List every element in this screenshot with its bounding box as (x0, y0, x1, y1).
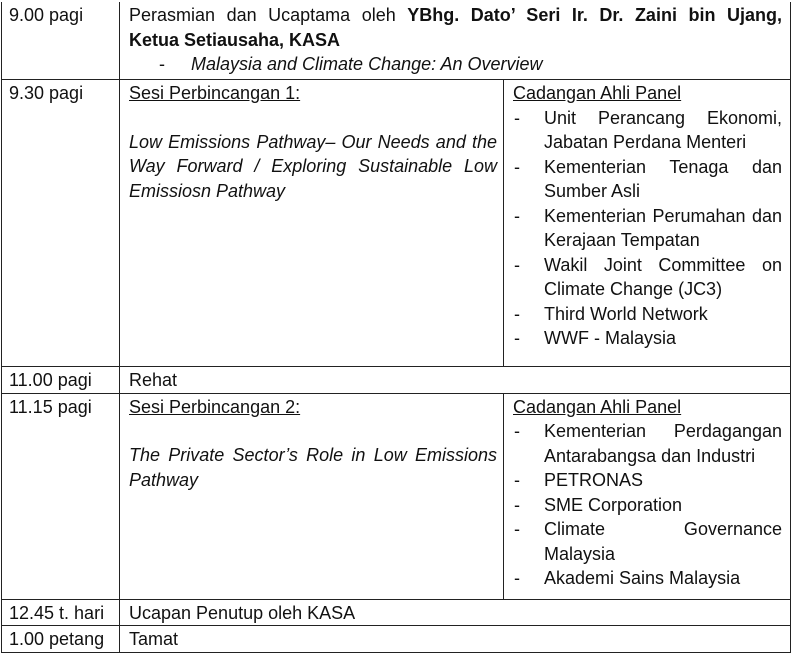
session-2-title: Sesi Perbincangan 2: (129, 396, 301, 417)
panel-item-text: Akademi Sains Malaysia (544, 568, 741, 588)
panel-item-text: Climate Governance Malaysia (544, 519, 782, 564)
time-cell: 9.00 pagi (2, 2, 120, 80)
bullet-dash: - (514, 470, 520, 490)
panel-item-text: Unit Perancang Ekonomi, Jabatan Perdana Menteri (544, 107, 782, 152)
bullet-dash: - (514, 494, 520, 515)
break-cell: Rehat (120, 367, 791, 394)
panel-item (513, 302, 782, 327)
agenda-row-closing (2, 599, 791, 626)
panel-item (513, 566, 782, 591)
session-2-panel-cell (504, 393, 791, 599)
time-cell: 9.30 pagi (2, 80, 120, 367)
panel-item-text: WWF - Malaysia (544, 328, 676, 348)
panel-item-text: Kementerian Perumahan dan Kerajaan Tempatan (544, 205, 782, 250)
session-1-panel-cell (504, 80, 791, 367)
time-cell: 1.00 petang (2, 626, 120, 653)
bullet-dash: - (514, 568, 520, 588)
panel-item-text: Kementerian Perdagangan Antarabangsa dan Industri (544, 421, 782, 466)
bullet-dash: - (514, 421, 520, 441)
agenda-row-session-2 (2, 393, 791, 599)
agenda-row-session-1 (2, 80, 791, 367)
bullet-dash: - (514, 303, 520, 324)
session-1-title: Sesi Perbincangan 1: (129, 83, 301, 103)
session-2-cell (120, 393, 504, 599)
session-1-panel-list (513, 106, 782, 351)
agenda-row-opening (2, 2, 791, 80)
page-crop-edge (0, 0, 792, 2)
panel-item-text: SME Corporation (544, 494, 683, 515)
bullet-dash: - (514, 519, 520, 539)
panel-item (513, 326, 782, 351)
bullet-dash: - (159, 54, 165, 74)
bullet-dash: - (514, 156, 520, 177)
panel-item (513, 155, 782, 204)
session-2-topic: The Private Sector’s Role in Low Emissions Pathway (129, 445, 497, 490)
agenda-row-end (2, 626, 791, 653)
bullet-dash: - (514, 205, 520, 226)
opening-line-1 (129, 3, 782, 28)
opening-content-cell (120, 2, 791, 80)
keynote-topic-item (129, 52, 782, 77)
panel-item (513, 419, 782, 468)
bullet-dash: - (514, 107, 520, 128)
panel-item (513, 493, 782, 518)
bullet-dash: - (514, 328, 520, 348)
session-2-panel-title: Cadangan Ahli Panel (513, 396, 682, 417)
bullet-dash: - (514, 254, 520, 275)
panel-item (513, 106, 782, 155)
panel-item (513, 468, 782, 493)
panel-item-text: Kementerian Tenaga dan Sumber Asli (544, 156, 782, 201)
panel-item (513, 204, 782, 253)
panel-item (513, 517, 782, 566)
session-1-panel-title: Cadangan Ahli Panel (513, 83, 682, 103)
panel-item (513, 253, 782, 302)
agenda-row-break (2, 367, 791, 394)
session-2-panel-list (513, 419, 782, 591)
panel-item-text: Wakil Joint Committee on Climate Change (JC3) (544, 254, 782, 299)
end-cell: Tamat (120, 626, 791, 653)
session-1-cell (120, 80, 504, 367)
time-cell: 11.00 pagi (2, 367, 120, 394)
session-1-topic: Low Emissions Pathway– Our Needs and the Way Forward / Exploring Sustainable Low Emissiosn Pathway (129, 131, 497, 201)
time-cell: 11.15 pagi (2, 393, 120, 599)
agenda-table (1, 1, 791, 653)
keynote-speaker-name: YBhg. Dato’ Seri Ir. Dr. Zaini bin Ujang, (407, 5, 782, 25)
panel-item-text: PETRONAS (544, 470, 644, 490)
closing-cell: Ucapan Penutup oleh KASA (120, 599, 791, 626)
opening-text: Perasmian dan Ucaptama oleh (129, 5, 408, 25)
time-cell: 12.45 t. hari (2, 599, 120, 626)
panel-item-text: Third World Network (544, 303, 708, 324)
keynote-speaker-title: Ketua Setiausaha, KASA (129, 29, 341, 50)
keynote-topic: Malaysia and Climate Change: An Overview (191, 54, 543, 74)
